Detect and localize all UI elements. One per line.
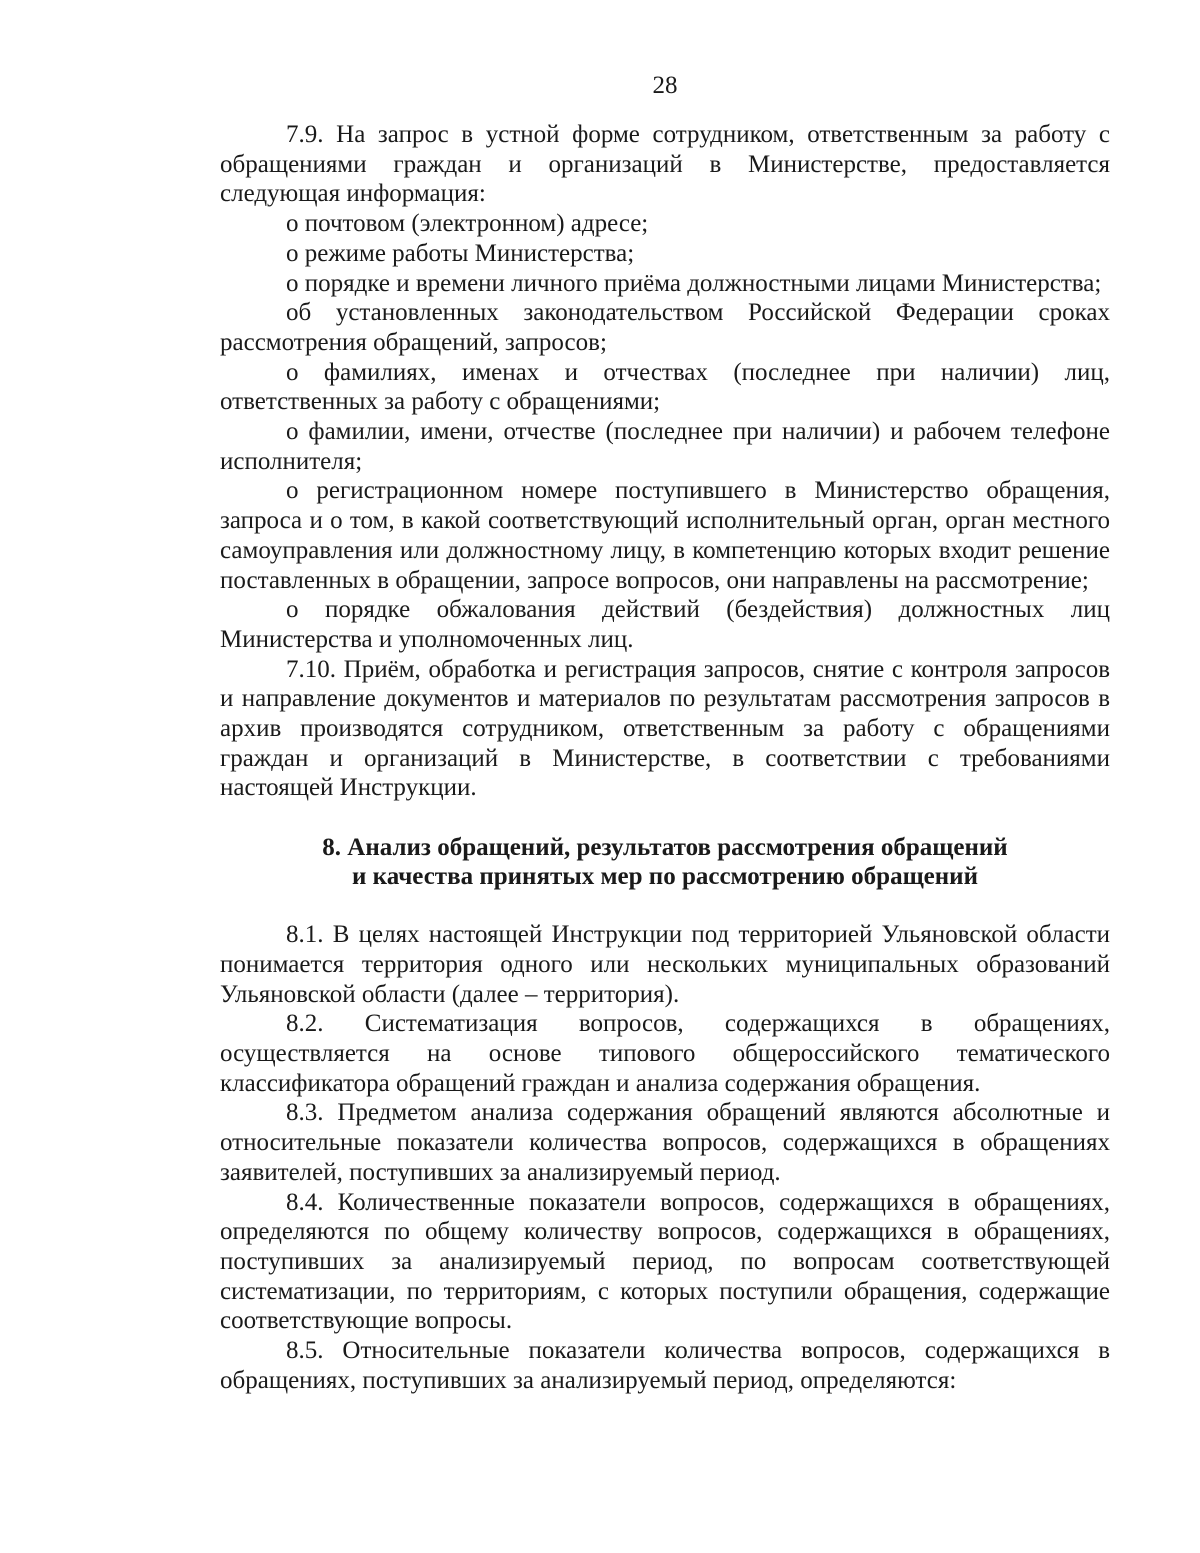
list-item-registration-number: о регистрационном номере поступившего в Министерство обращения, запроса и о том, в какой соответствующий исполнительный орган, орган местного самоуправления или должностному лицу, в компетенцию которых входит решение поставленных в обращении, запросе вопросов, они направлены на рассмотрение;: [220, 477, 1110, 594]
paragraph-8-4: 8.4. Количественные показатели вопросов, содержащихся в обращениях, определяются по общему количеству вопросов, содержащихся в обращениях, поступивших за анализируемый период, по вопросам соответствующей систематизации, по территориям, с которых поступили обращения, содержащие соответствующие вопросы.: [220, 1188, 1110, 1335]
document-page: [220, 64, 1110, 1395]
list-item-postal-address: о почтовом (электронном) адресе;: [286, 210, 649, 238]
list-item-responsible-persons: о фамилиях, именах и отчествах (последнее при наличии) лиц, ответственных за работу с обращениями;: [220, 358, 1110, 416]
paragraph-8-3: 8.3. Предметом анализа содержания обращений являются абсолютные и относительные показатели количества вопросов, содержащихся в обращениях заявителей, поступивших за анализируемый период.: [220, 1099, 1110, 1186]
page-number: 28: [652, 72, 678, 99]
paragraph-8-2: 8.2. Систематизация вопросов, содержащихся в обращениях, осуществляется на основе типового общероссийского тематического классификатора обращений граждан и анализа содержания обращения.: [220, 1010, 1110, 1097]
list-item-review-deadlines: об установленных законодательством Российской Федерации сроках рассмотрения обращений, запросов;: [220, 299, 1110, 356]
paragraph-7-9: 7.9. На запрос в устной форме сотрудником, ответственным за работу с обращениями граждан и организаций в Министерстве, предоставляется следующая информация:: [220, 121, 1110, 208]
list-item-reception-order: о порядке и времени личного приёма должностными лицами Министерства;: [286, 269, 1102, 297]
paragraph-8-1: 8.1. В целях настоящей Инструкции под территорией Ульяновской области понимается территория одного или нескольких муниципальных образований Ульяновской области (далее – территория).: [220, 921, 1110, 1008]
list-item-appeal-procedure: о порядке обжалования действий (бездействия) должностных лиц Министерства и уполномоченных лиц.: [220, 596, 1110, 653]
list-item-work-schedule: о режиме работы Министерства;: [286, 239, 635, 267]
paragraph-7-10: 7.10. Приём, обработка и регистрация запросов, снятие с контроля запросов и направление документов и материалов по результатам рассмотрения запросов в архив производятся сотрудником, ответственным за работу с обращениями граждан и организаций в Министерстве, в соответствии с требованиями настоящей Инструкции.: [220, 655, 1110, 802]
list-item-executor-contact: о фамилии, имени, отчестве (последнее при наличии) и рабочем телефоне исполнителя;: [220, 418, 1110, 475]
section-heading-8: [220, 833, 1110, 891]
section-heading-line-1: 8. Анализ обращений, результатов рассмотрения обращений: [322, 834, 1008, 862]
paragraph-8-5: 8.5. Относительные показатели количества вопросов, содержащихся в обращениях, поступивших за анализируемый период, определяются:: [220, 1337, 1110, 1394]
section-heading-line-2: и качества принятых мер по рассмотрению обращений: [352, 863, 978, 891]
